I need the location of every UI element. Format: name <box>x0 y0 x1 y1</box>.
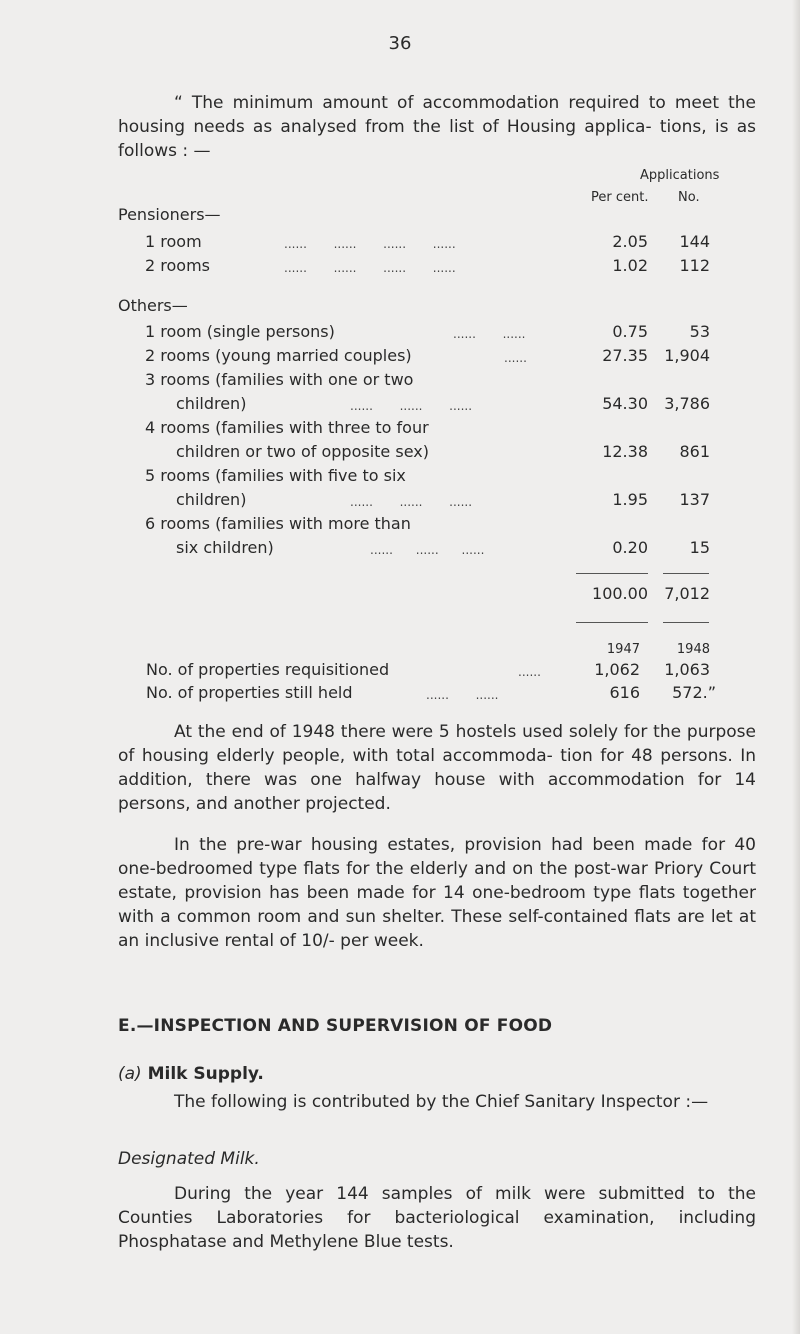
leader-dots: ...... ...... ...... ...... <box>284 237 456 251</box>
total-rule-percent <box>576 573 648 574</box>
property-label: No. of properties still held <box>146 683 353 702</box>
property-label: No. of properties requisitioned <box>146 660 390 679</box>
number-column-header: No. <box>678 190 700 205</box>
row-label: 5 rooms (families with five to six <box>145 466 406 485</box>
percent-cell: 12.38 <box>602 442 648 461</box>
total-rule-number <box>663 573 709 574</box>
number-cell: 53 <box>689 322 710 341</box>
number-cell: 1,904 <box>664 346 710 365</box>
number-cell: 861 <box>679 442 710 461</box>
page-edge-shadow <box>792 0 800 1334</box>
leader-dots: ...... ...... ...... <box>350 399 473 413</box>
percent-cell: 0.75 <box>612 322 648 341</box>
percent-cell: 54.30 <box>602 394 648 413</box>
leader-dots: ...... <box>518 665 541 679</box>
section-heading: E.—INSPECTION AND SUPERVISION OF FOOD <box>118 1016 553 1036</box>
percent-cell: 1.02 <box>612 256 648 275</box>
leader-dots: ...... ...... ...... ...... <box>284 261 456 275</box>
hostels-paragraph: At the end of 1948 there were 5 hostels used solely for the purpose of housing elderly people, with total accommoda- tion for 48 persons. In addition, there was one halfway house with accommodation for 14 persons, and another projected. <box>118 722 756 814</box>
row-label: 2 rooms (young married couples) <box>145 346 412 365</box>
designated-milk-heading: Designated Milk. <box>118 1149 260 1169</box>
percent-column-header: Per cent. <box>591 190 649 205</box>
property-value-1947: 1,062 <box>594 660 640 679</box>
percent-cell: 0.20 <box>612 538 648 557</box>
estates-paragraph: In the pre-war housing estates, provision had been made for 40 one-bedroomed type flats for the elderly and on the post-war Priory Court estate, provision has been made for 14 one-bedroom type flats together with a common room and sun shelter. These self-contained flats are let at an inclusive rental of 10/- per week. <box>118 835 756 951</box>
pensioners-label: Pensioners— <box>118 205 221 224</box>
row-label: 1 room <box>145 232 202 251</box>
row-label-continued: six children) <box>176 538 274 557</box>
number-cell: 15 <box>689 538 710 557</box>
total-number: 7,012 <box>664 584 710 603</box>
applications-header: Applications <box>640 168 720 183</box>
number-cell: 112 <box>679 256 710 275</box>
intro-paragraph: “ The minimum amount of accommodation required to meet the housing needs as analysed from the list of Housing applica- tions, is as follows : — <box>118 93 756 161</box>
leader-dots: ...... ...... ...... <box>350 495 473 509</box>
number-cell: 137 <box>679 490 710 509</box>
row-label-continued: children) <box>176 394 247 413</box>
total-percent: 100.00 <box>592 584 648 603</box>
property-value-1947: 616 <box>609 683 640 702</box>
subsection-title: Milk Supply. <box>147 1064 264 1084</box>
leader-dots: ...... <box>504 351 527 365</box>
property-value-1948: 572.” <box>672 683 716 702</box>
number-cell: 144 <box>679 232 710 251</box>
number-cell: 3,786 <box>664 394 710 413</box>
leader-dots: ...... ...... <box>453 327 526 341</box>
total-underline-number <box>663 622 709 623</box>
leader-dots: ...... ...... ...... <box>370 543 485 557</box>
year-header-1948: 1948 <box>676 642 710 657</box>
row-label-continued: children) <box>176 490 247 509</box>
row-label: 1 room (single persons) <box>145 322 335 341</box>
row-label-continued: children or two of opposite sex) <box>176 442 429 461</box>
leader-dots: ...... ...... <box>426 688 499 702</box>
percent-cell: 27.35 <box>602 346 648 365</box>
total-underline-percent <box>576 622 648 623</box>
subsection-heading <box>118 1064 264 1084</box>
page-number: 36 <box>388 33 412 54</box>
contributed-paragraph: The following is contributed by the Chief Sanitary Inspector :— <box>174 1092 709 1112</box>
percent-cell: 1.95 <box>612 490 648 509</box>
year-header-1947: 1947 <box>606 642 640 657</box>
percent-cell: 2.05 <box>612 232 648 251</box>
others-label: Others— <box>118 296 188 315</box>
row-label: 4 rooms (families with three to four <box>145 418 429 437</box>
row-label: 3 rooms (families with one or two <box>145 370 414 389</box>
property-value-1948: 1,063 <box>664 660 710 679</box>
row-label: 2 rooms <box>145 256 210 275</box>
subsection-letter: (a) <box>118 1064 142 1084</box>
samples-paragraph: During the year 144 samples of milk were submitted to the Counties Laboratories for bacteriological examination, including Phosphatase and Methylene Blue tests. <box>118 1184 756 1252</box>
row-label: 6 rooms (families with more than <box>145 514 411 533</box>
